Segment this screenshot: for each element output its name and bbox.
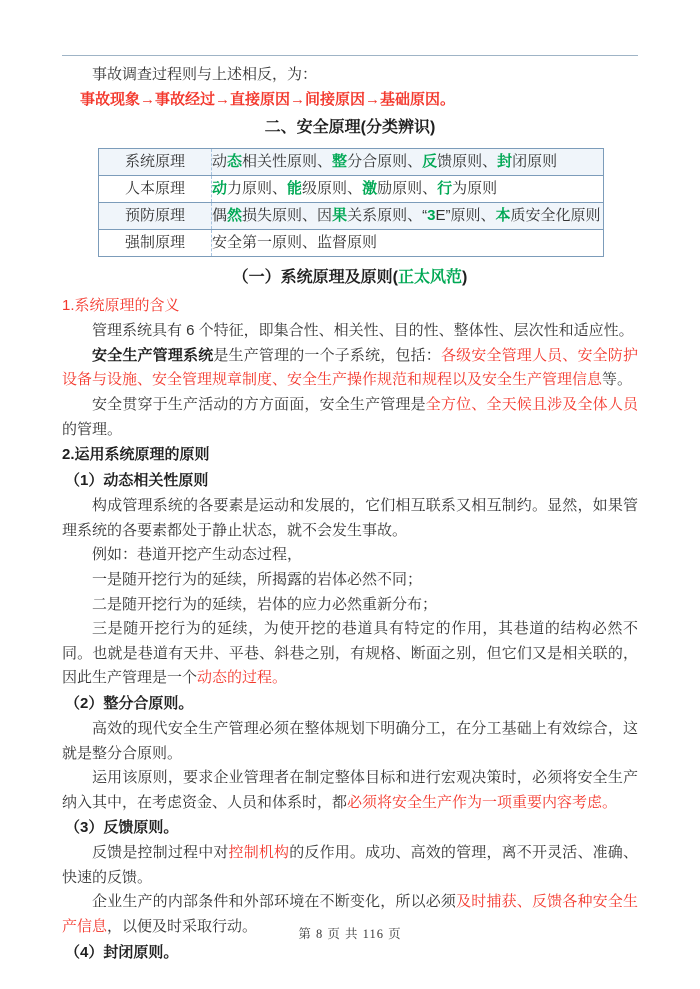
text-segment: 的反作用。成功、高效的管理，离不开灵活、准确、快速的反馈。 bbox=[62, 844, 638, 886]
principle-content-cell bbox=[212, 176, 604, 203]
text-segment: 是生产管理的一个子系统，包括： bbox=[213, 346, 441, 364]
text-segment: 偶 bbox=[212, 206, 228, 224]
paragraph bbox=[62, 617, 638, 691]
text-segment: 3 bbox=[427, 206, 436, 224]
clause-heading-1 bbox=[62, 468, 638, 494]
text-segment: ) bbox=[462, 269, 468, 287]
text-segment: 闭原则 bbox=[512, 152, 558, 170]
principles-table bbox=[98, 148, 604, 257]
paragraph bbox=[62, 494, 638, 543]
text-segment: 安全第一原则、监督原则 bbox=[212, 233, 378, 251]
text-segment: 反 bbox=[422, 152, 438, 170]
text-segment: 馈原则、 bbox=[437, 152, 498, 170]
text-segment: 全方位、全天候且涉及全体人员 bbox=[425, 395, 638, 413]
text-segment: 动态的过程。 bbox=[197, 669, 288, 687]
principle-content-cell bbox=[212, 149, 604, 176]
text-segment: 各级安全管理人员、安全防护设备与设施、安全管理规章制度、安全生产操作规范和规程以及安全生产管理信息 bbox=[62, 346, 638, 389]
text-segment: （2）整分合原则。 bbox=[65, 694, 194, 712]
text-segment: 能 bbox=[287, 179, 303, 197]
text-segment: 然 bbox=[227, 206, 243, 224]
text-segment: 管理系统具有 6 个特征，即集合性、相关性、目的性、整体性、层次性和适应性。 bbox=[92, 322, 634, 340]
text-segment: “ bbox=[422, 206, 428, 224]
text-segment: 分合原则、 bbox=[347, 152, 423, 170]
text-segment: 二、安全原理(分类辨识) bbox=[264, 119, 436, 137]
text-segment: 1.系统原理的含义 bbox=[62, 297, 180, 315]
paragraph bbox=[62, 393, 638, 442]
paragraph bbox=[62, 319, 638, 344]
text-segment: 安全生产管理系统 bbox=[92, 346, 214, 364]
paragraph bbox=[62, 717, 638, 766]
text-segment: 关系原则、 bbox=[347, 206, 423, 224]
text-segment: 必须将安全生产作为一项重要内容考虑。 bbox=[347, 793, 618, 811]
section-title bbox=[62, 112, 638, 143]
text-segment: 果 bbox=[332, 206, 348, 224]
text-segment: 封 bbox=[497, 152, 513, 170]
text-segment: （一）系统原理及原则( bbox=[232, 269, 398, 287]
principle-content-cell bbox=[212, 203, 604, 230]
text-segment: 一是随开挖行为的延续，所揭露的岩体必然不同； bbox=[92, 570, 423, 588]
text-segment: （1）动态相关性原则 bbox=[65, 472, 209, 490]
page-content bbox=[62, 0, 638, 966]
clause-heading-3 bbox=[62, 815, 638, 841]
text-segment: 控制机构 bbox=[228, 844, 290, 862]
text-segment: 态 bbox=[227, 152, 243, 170]
text-segment: 事故现象→事故经过→直接原因→间接原因→基础原因。 bbox=[80, 90, 456, 108]
paragraph bbox=[62, 841, 638, 890]
clause-heading-2 bbox=[62, 691, 638, 717]
text-segment: 励原则、 bbox=[377, 179, 438, 197]
text-segment: 整 bbox=[332, 152, 348, 170]
paragraph bbox=[62, 593, 638, 618]
text-segment: 安全贯穿于生产活动的方方面面，安全生产管理是 bbox=[92, 395, 426, 413]
text-segment: ，以便及时采取行动。 bbox=[107, 918, 258, 936]
text-segment: E”原则、 bbox=[435, 206, 496, 224]
text-segment: 行 bbox=[437, 179, 453, 197]
text-segment: 相关性原则、 bbox=[242, 152, 333, 170]
paragraph bbox=[62, 568, 638, 593]
text-segment: 力原则、 bbox=[227, 179, 288, 197]
text-segment: 为原则 bbox=[452, 179, 498, 197]
text-segment: 正太风范 bbox=[398, 269, 463, 287]
text-segment: 三是随开挖行为的延续，为使开挖的巷道具有特定的作用，其巷道的结构必然不同。也就是巷道有天井、平巷、斜巷之别，有规格、断面之别，但它们又是相关联的，因此生产管理是一个 bbox=[62, 620, 638, 687]
text-segment: 本 bbox=[495, 206, 511, 224]
text-segment: 等。 bbox=[602, 371, 633, 389]
text-segment: （4）封闭原则。 bbox=[65, 943, 179, 961]
table-row bbox=[99, 176, 604, 203]
table-row bbox=[99, 149, 604, 176]
text-segment: 构成管理系统的各要素是运动和发展的，它们相互联系又相互制约。显然，如果管理系统的各要素都处于静止状态，就不会发生事故。 bbox=[62, 497, 638, 539]
table-row bbox=[99, 203, 604, 230]
text-segment: 级原则、 bbox=[302, 179, 363, 197]
heading-system-principle-meaning bbox=[62, 293, 638, 319]
text-segment: 动 bbox=[212, 179, 228, 197]
principle-content-cell bbox=[212, 230, 604, 257]
text-segment: 损失原则、 bbox=[242, 206, 318, 224]
text-segment: 动 bbox=[212, 152, 228, 170]
table-row bbox=[99, 230, 604, 257]
text-segment: （3）反馈原则。 bbox=[65, 819, 179, 837]
text-segment: 例如：巷道开挖产生动态过程， bbox=[92, 546, 303, 564]
text-segment: 因 bbox=[317, 206, 333, 224]
text-segment: 质安全化原则 bbox=[510, 206, 601, 224]
paragraph bbox=[62, 766, 638, 815]
text-segment: 企业生产的内部条件和外部环境在不断变化，所以必须 bbox=[92, 893, 457, 911]
text-segment: 激 bbox=[362, 179, 378, 197]
text-segment: 二是随开挖行为的延续，岩体的应力必然重新分布； bbox=[92, 595, 438, 613]
principle-category-cell: 强制原理 bbox=[99, 230, 212, 257]
subsection-title bbox=[62, 262, 638, 293]
heading-applying-system-principle bbox=[62, 442, 638, 468]
text-segment: 事故调查过程则与上述相反，为： bbox=[92, 66, 318, 83]
text-segment: 及时捕获、反馈各种安全生产信息 bbox=[62, 893, 638, 936]
paragraph bbox=[62, 543, 638, 568]
intro-line bbox=[62, 63, 638, 88]
accident-flow-line bbox=[62, 88, 638, 113]
text-segment: 的管理。 bbox=[62, 420, 123, 438]
clause-heading-4 bbox=[62, 940, 638, 966]
text-segment: 2.运用系统原理的原则 bbox=[62, 446, 210, 464]
document-body bbox=[62, 56, 638, 966]
text-segment: 高效的现代安全生产管理必须在整体规划下明确分工，在分工基础上有效综合，这就是整分合原则。 bbox=[62, 719, 638, 762]
principle-category-cell: 系统原理 bbox=[99, 149, 212, 176]
page-number: 第 8 页 共 116 页 bbox=[298, 927, 402, 941]
paragraph bbox=[62, 344, 638, 393]
principle-category-cell: 预防原理 bbox=[99, 203, 212, 230]
text-segment: 反馈是控制过程中对 bbox=[92, 844, 229, 862]
text-segment: 运用该原则，要求企业管理者在制定整体目标和进行宏观决策时，必须将安全生产纳入其中，在考虑资金、人员和体系时，都 bbox=[62, 769, 638, 811]
principle-category-cell: 人本原理 bbox=[99, 176, 212, 203]
